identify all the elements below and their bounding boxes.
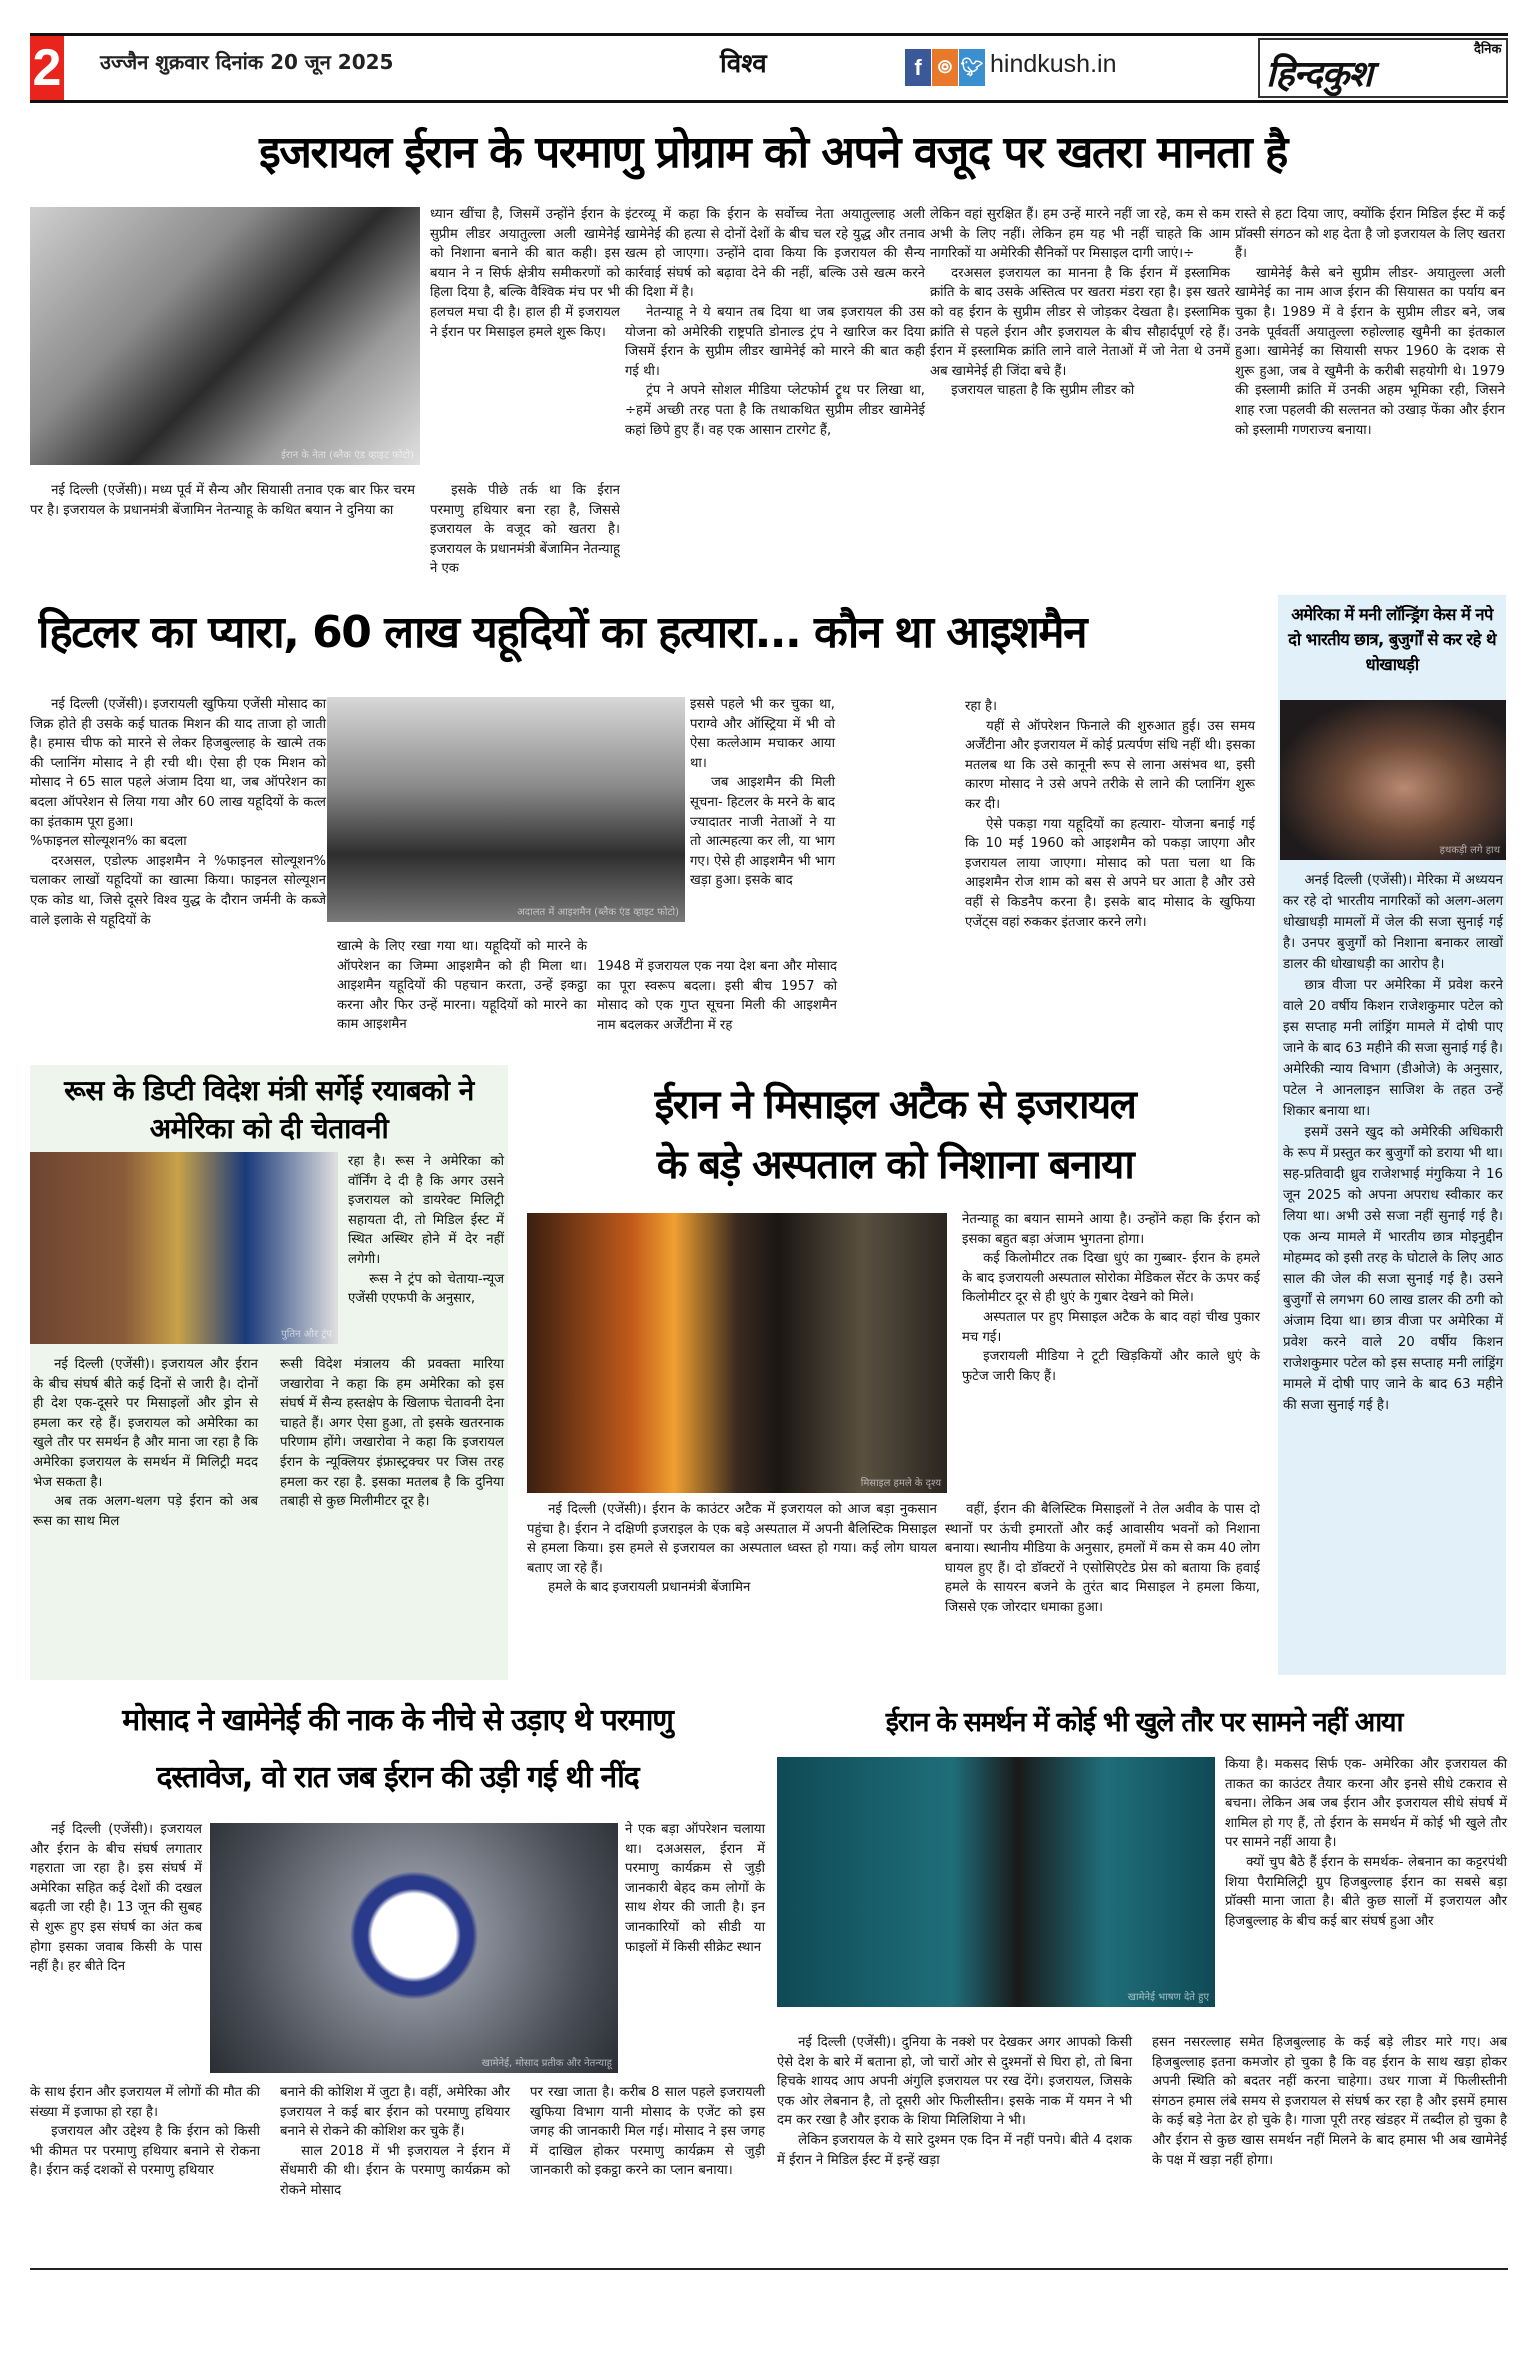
article4-right xyxy=(962,1210,1260,1386)
article2-col2 xyxy=(337,937,587,1035)
article4-right-p1: नेतन्याहू का बयान सामने आया है। उन्होंने कहा कि ईरान को इसका बहुत बड़ा अंजाम भुगतना होगा। xyxy=(962,1212,1260,1247)
article6-col1-p2: लेकिन इजरायल के ये सारे दुश्मन एक दिन में नहीं पनपे। बीते 4 दशक में ईरान ने मिडिल ईस्ट में इन्हें खड़ा xyxy=(777,2132,1132,2168)
article2-col4 xyxy=(965,697,1255,932)
article2-col4-p3: ऐसे पकड़ा गया यहूदियों का हत्यारा- योजना बनाई गई कि 10 मई 1960 को आइशमैन को पकड़ा जाएगा और इजरायल लाया जाएगा। मोसाद को पता चला था कि आइशमैन रोज शाम को बस से अपने घर आता है और उसे वहीं से किडनैप करना है। इसके बाद मोसाद के खुफिया एजेंट्स वहां रुककर इंतजार करने लगे। xyxy=(965,816,1255,930)
article1-col4-p3: इजरायल चाहता है कि सुप्रीम लीडर को xyxy=(951,383,1135,399)
article2-col3b-p: 1948 में इजरायल एक नया देश बना और मोसाद का पूरा स्वरूप बदला। इसी बीच 1957 को मोसाद को एक गुप्त सूचना मिली की आइशमैन नाम बदलकर अर्जेंटीना में रह xyxy=(597,959,837,1033)
sidebar-headline: अमेरिका में मनी लॉन्ड्रिंग केस में नपे दो भारतीय छात्र, बुजुर्गों से कर रहे थे धोखाधड़ी xyxy=(1288,605,1496,674)
article2-col4-p1: रहा है। xyxy=(965,699,998,714)
article4-col2 xyxy=(945,1500,1260,1676)
article1-col5-p2: खामेनेई कैसे बने सुप्रीम लीडर- अयातुल्ला अली खामेनेई का नाम आज ईरान की सियासत का पर्याय बन चुका है। 1989 में वे ईरान के सुप्रीम लीडर बने, जब उनके पूर्ववर्ती अयातुल्ला रुहोल्लाह खुमैनी का इंतकाल हुआ। खामेनेई का सियासी सफर 1960 के दशक से शुरू हुआ, जब वे खुमैनी के करीबी सहयोगी थे। 1979 की इस्लामी क्रांति में उनकी अहम भूमिका रही, जिसने शाह रजा पहलवी की सल्तनत को उखाड़ फेंका और ईरान को इस्लामी गणराज्य बनाया। xyxy=(1235,265,1505,438)
article3-image-alt: पुतिन और ट्रंप xyxy=(281,1329,332,1340)
article5-col3b xyxy=(530,2083,765,2181)
article6-col1 xyxy=(777,2033,1132,2170)
article4-col1-p1: नई दिल्ली (एजेंसी)। ईरान के काउंटर अटैक में इजरायल को आज बड़ा नुकसान पहुंचा है। ईरान ने दक्षिणी इजराइल के एक बड़े अस्पताल में अपनी बैलिस्टिक मिसाइल से हमला किया। इस हमले से इजरायल का अस्पताल ध्वस्त हो गया। कई लोग घायल बताए जा रहे हैं। xyxy=(527,1502,937,1576)
footer-rule xyxy=(30,2268,1508,2270)
article2-col3b xyxy=(597,957,837,1035)
article4-right-p3: अस्पताल पर हुए मिसाइल अटैक के बाद वहां चीख पुकार मच गई। xyxy=(962,1309,1260,1345)
article1-col1-p: नई दिल्ली (एजेंसी)। मध्य पूर्व में सैन्य और सियासी तनाव एक बार फिर चरम पर है। इजरायल के प्रधानमंत्री बेंजामिन नेतन्याहू के कथित बयान ने दुनिया का xyxy=(30,483,415,518)
article4-col1-p2: हमले के बाद इजरायली प्रधानमंत्री बेंजामिन xyxy=(548,1580,751,1596)
article3-col1-p1: नई दिल्ली (एजेंसी)। इजरायल और ईरान के बीच संघर्ष बीते कई दिनों से जारी है। दोनों ही देश एक-दूसरे पर मिसाइलों और ड्रोन से हमला कर रहे हैं। इजरायल को अमेरिका का खुले तौर पर समर्थन है और माना जा रहा है कि अमेरिका इजरायल के समर्थन में मिलिट्री मदद भेज सकता है। xyxy=(33,1357,258,1490)
article5-col2-p2: साल 2018 में भी इजरायल ने ईरान में सेंधमारी की थी। ईरान के परमाणु कार्यक्रम को रोकने मोसाद xyxy=(280,2143,510,2198)
article5-col3a xyxy=(625,1820,765,1957)
article2-image-alt: अदालत में आइशमैन (ब्लैक एंड व्हाइट फोटो) xyxy=(517,907,679,918)
article3-col1-p2: अब तक अलग-थलग पड़े ईरान को अब रूस का साथ मिल xyxy=(33,1494,258,1529)
article5-headline-line1: मोसाद ने खामेनेई की नाक के नीचे से उड़ाए थे परमाणु xyxy=(122,1703,673,1738)
article2-col2-p: खात्मे के लिए रखा गया था। यहूदियों को मारने के ऑपरेशन का जिम्मा आइशमैन को ही मिला था। आइशमैन यहूदियों की पहचान करता, उन्हें इकट्ठा करना और फिर उन्हें मारना। यहूदियों को मारने का काम आइशमैन xyxy=(337,939,587,1033)
article2-col3a xyxy=(690,695,835,891)
article2-image xyxy=(327,697,685,922)
article4-headline-line2: के बड़े अस्पताल को निशाना बनाया xyxy=(656,1142,1134,1188)
article6-col1-p1: नई दिल्ली (एजेंसी)। दुनिया के नक्शे पर देखकर अगर आपको किसी ऐसे देश के बारे में बताना हो, जो चारों ओर से दुश्मनों से घिरा हो, तो बिना हिचके शायद आप अपनी अंगुलि इजरायल पर रख देंगे। इजरायल, जिसके एक ओर लेबनान है, तो दूसरी ओर फिलीस्तीन। इसके नाक में यमन ने भी दम कर रखा है और इराक के शिया मिलिशिया ने भी। xyxy=(777,2035,1132,2129)
article5-col3b-p: पर रखा जाता है। करीब 8 साल पहले इजरायली खुफिया विभाग यानी मोसाद के एजेंट को इस जगह की जानकारी मिल गई। मोसाद ने इस जगह में दाखिल होकर परमाणु कार्यक्रम से जुड़ी जानकारी को इकट्ठा करने का प्लान बनाया। xyxy=(530,2085,765,2179)
article4-image-alt: मिसाइल हमले के दृश्य xyxy=(860,1478,941,1489)
article5-col1a-p: नई दिल्ली (एजेंसी)। इजरायल और ईरान के बीच संघर्ष लगातार गहराता जा रहा है। इस संघर्ष में अमेरिका सहित कई देशों की दखल बढ़ती जा रही है। 13 जून की सुबह से शुरू हुए इस संघर्ष का अंत कब होगा इसका जवाब किसी के पास नहीं है। हर बीते दिन xyxy=(30,1822,202,1975)
article5-col2 xyxy=(280,2083,510,2201)
article1-image xyxy=(30,207,420,465)
article6-right xyxy=(1225,1755,1507,1931)
sidebar-image-alt: हथकड़ी लगे हाथ xyxy=(1439,845,1500,856)
article2-col3a-p2: जब आइशमैन की मिली सूचना- हिटलर के मरने के बाद ज्यादातर नाजी नेताओं ने या तो आत्महत्या कर ली, या भाग गए। ऐसे ही आइशमैन भी भाग खड़ा हुआ। इसके बाद xyxy=(690,775,835,889)
article1-col5 xyxy=(1235,205,1505,440)
article3-col1 xyxy=(33,1355,258,1531)
article1-col2b-p: इसके पीछे तर्क था कि ईरान परमाणु हथियार बना रहा है, जिससे इजरायल के वजूद को खतरा है। इजरायल के प्रधानमंत्री बेंजामिन नेतन्याहू ने एक xyxy=(430,483,620,577)
article1-col3-p3: ट्रंप ने अपने सोशल मीडिया प्लेटफोर्म ट्रूथ पर लिखा था, ÷हमें अच्छी तरह पता है कि तथाकथित सुप्रीम लीडर खामेनेई कहां छिपे हुए हैं। वह एक आसान टारगेट हैं, xyxy=(625,383,925,438)
article3-image xyxy=(30,1152,338,1344)
article2-col1 xyxy=(30,695,326,930)
dateline: उज्जैन शुक्रवार दिनांक 20 जून 2025 xyxy=(100,50,394,74)
article5-col1b xyxy=(30,2083,260,2181)
twitter-icon[interactable]: 🐦︎ xyxy=(959,49,985,86)
article1-col5-p1: रास्ते से हटा दिया जाए, क्योंकि ईरान मिडिल ईस्ट में कई प्रॉक्सी संगठन को शह देता है जो इजरायल के लिए खतरा हैं। xyxy=(1235,207,1505,262)
article6-right-p2: क्यों चुप बैठे हैं ईरान के समर्थक- लेबनान का कट्टरपंथी शिया पैरामिलिट्री ग्रुप हिजबुल्लाह ईरान का सबसे बड़ा प्रॉक्सी माना जाता है। बीते कुछ सालों में इजरायल और हिजबुल्लाह के बीच कई बार संघर्ष हुआ और xyxy=(1225,1854,1507,1929)
facebook-icon[interactable]: f xyxy=(905,49,931,86)
page-number: 2 xyxy=(30,36,64,100)
sidebar-body xyxy=(1283,870,1503,1416)
article4-col2-p: वहीं, ईरान की बैलिस्टिक मिसाइलों ने तेल अवीव के पास दो स्थानों पर ऊंची इमारतों और कई आवासीय भवनों को निशाना बनाया। स्थानीय मीडिया के अनुसार, हमलों में कम से कम 40 लोग घायल हुए हैं। दो डॉक्टरों ने एसोसिएटेड प्रेस को बताया कि हवाई हमले के सायरन बजने के तुरंत बाद मिसाइल ने हमला किया, जिससे एक जोरदार धमाका हुआ। xyxy=(945,1502,1260,1615)
article5-col1b-p2: इजरायल और उद्देश्य है कि ईरान को किसी भी कीमत पर परमाणु हथियार बनाने से रोकना है। ईरान कई दशकों से परमाणु हथियार xyxy=(30,2124,260,2179)
article1-col4-p1: लेकिन वहां सुरक्षित हैं। हम उन्हें मारने नहीं जा रहे, कम से कम अभी के लिए नहीं। लेकिन हम यह भी नहीं चाहते कि आम नागरिकों या अमेरिकी सैनिकों पर मिसाइल दागी जाएं।÷ xyxy=(930,207,1230,262)
article6-col2 xyxy=(1152,2033,1507,2170)
article6-image-alt: खामेनेई भाषण देते हुए xyxy=(1127,1992,1209,2003)
article5-col1b-p1: के साथ ईरान और इजरायल में लोगों की मौत की संख्या में इजाफा हो रहा है। xyxy=(30,2085,260,2120)
article2-headline: हिटलर का प्यारा, 60 लाख यहूदियों का हत्यारा... कौन था आइशमैन xyxy=(38,607,1087,658)
article4-image xyxy=(527,1213,947,1493)
sidebar-image xyxy=(1280,700,1506,860)
article2-col1-subhead: %फाइनल सोल्यूशन% का बदला xyxy=(30,834,187,850)
article2-col3a-p1: इससे पहले भी कर चुका था, पराग्वे और ऑस्ट्रिया में भी वो ऐसा कत्लेआम मचाकर आया था। xyxy=(690,697,835,771)
article1-col2a-p: ध्यान खींचा है, जिसमें उन्होंने ईरान के सुप्रीम लीडर अयातुल्ला अली खामेनेई को निशाना बनाने की बात कही। इस बयान ने न सिर्फ क्षेत्रीय समीकरणों को हिला दिया है, बल्कि वैश्विक मंच पर भी हलचल मचा दी है। हाल ही में इजरायल ने ईरान पर मिसाइल हमले शुरू किए। xyxy=(430,207,620,340)
article1-col3-p2: नेतन्याहू ने ये बयान तब दिया था जब इजरायल की उस योजना को अमेरिकी राष्ट्रपति डोनाल्ड ट्रंप ने खारिज कर दिया जिसमें ईरान के सुप्रीम लीडर खामेनेई को मारने की बात कही गई थी। xyxy=(625,304,925,379)
sidebar-p1: अनई दिल्ली (एजेंसी)। मेरिका में अध्ययन कर रहे दो भारतीय नागरिकों को अलग-अलग धोखाधड़ी मामलों में जेल की सजा सुनाई गई है। उनपर बुजुर्गों को निशाना बनाकर लाखों डालर की धोखाधड़ी का आरोप है। xyxy=(1283,873,1503,972)
section-label: विश्व xyxy=(720,49,767,79)
website-link[interactable]: hindkush.in xyxy=(990,50,1117,78)
article5-col1a xyxy=(30,1820,202,1977)
article3-col2 xyxy=(280,1355,504,1512)
rss-icon[interactable]: ⦾ xyxy=(932,49,958,86)
article2-col4-p2: यहीं से ऑपरेशन फिनाले की शुरुआत हुई। उस समय अर्जेंटीना और इजरायल में कोई प्रत्यर्पण संधि नहीं थी। इसका मतलब था कि उसे कानूनी रूप से लाना असंभव था, इसी कारण मोसाद ने उसे अपने तरीके से लाने की प्लानिंग शुरू कर दी। xyxy=(965,718,1255,812)
newspaper-logo: हिन्दकुश xyxy=(1266,54,1372,95)
article6-headline: ईरान के समर्थन में कोई भी खुले तौर पर सामने नहीं आया xyxy=(885,1707,1403,1738)
article2-col1-p1: नई दिल्ली (एजेंसी)। इजरायली खुफिया एजेंसी मोसाद का जिक्र होते ही उसके कई घातक मिशन की याद ताजा हो जाती है। हमास चीफ को मारने से लेकर हिजबुल्लाह के खात्मे तक की प्लानिंग मोसाद ने ही रची थी। ऐसा ही एक मिशन को मोसाद ने 65 साल पहले अंजाम दिया था, जब ऑपरेशन का बदला ऑपरेशन से लिया गया और 60 लाख यहूदियों के कत्ल का इंतकाम पूरा हुआ। xyxy=(30,697,326,830)
article4-right-p4: इजरायली मीडिया ने टूटी खिड़कियों और काले धुएं के फुटेज जारी किए हैं। xyxy=(962,1349,1260,1384)
article1-col4 xyxy=(930,205,1230,401)
article5-image-alt: खामेनेई, मोसाद प्रतीक और नेतन्याहू xyxy=(481,2058,612,2069)
article1-col2b xyxy=(430,481,620,579)
article1-col2a xyxy=(430,205,620,342)
logo-tagline: दैनिक xyxy=(1474,42,1502,57)
article4-right-p2: कई किलोमीटर तक दिखा धुएं का गुब्बार- ईरान के हमले के बाद इजरायली अस्पताल सोरोका मेडिकल सेंटर के ऊपर कई किलोमीटर दूर से ही धुएं के गुबार देखने को मिले। xyxy=(962,1251,1260,1306)
article5-image xyxy=(210,1823,618,2073)
article6-image xyxy=(777,1757,1215,2007)
article2-col1-p2: दरअसल, एडोल्फ आइशमैन ने %फाइनल सोल्यूशन% चलाकर लाखों यहूदियों का खात्मा किया। फाइनल सोल्यूशन एक कोड था, जिसे दूसरे विश्व युद्ध के दौरान जर्मनी के कब्जे वाले इलाके से यहूदियों के xyxy=(30,853,326,928)
sidebar-p2: छात्र वीजा पर अमेरिका में प्रवेश करने वाले 20 वर्षीय किशन राजेशकुमार पटेल को इस सप्ताह मनी लांड्रिंग मामले में दोषी पाए जाने के बाद 63 महीने की सजा सुनाई गई है। अमेरिकी न्याय विभाग (डीओजे) के अनुसार, पटेल ने आनलाइन साजिश के तहत उन्हें शिकार बनाया था। xyxy=(1283,978,1503,1119)
article6-right-p1: किया है। मकसद सिर्फ एक- अमेरिका और इजरायल की ताकत का काउंटर तैयार करना और इनसे सीधे टकराव से बचना। लेकिन अब जब ईरान और इजरायल सीधे संघर्ष में शामिल हो गए हैं, तो ईरान के समर्थन में कोई भी खुले तौर पर सामने नहीं आया है। xyxy=(1225,1757,1507,1851)
article3-right-p1: रहा है। रूस ने अमेरिका को वॉर्निंग दे दी है कि अगर उसने इजरायल को डायरेक्ट मिलिट्री सहायता दी, तो मिडिल ईस्ट में स्थित अस्थिर होने में देर नहीं लगेगी। xyxy=(348,1154,504,1267)
article1-col4-p2: दरअसल इजरायल का मानना है कि ईरान में इस्लामिक क्रांति के बाद उसके अस्तित्व पर खतरा मंडरा रहा है। इस खतरे को वह ईरान के सुप्रीम लीडर से जोड़कर देखता है। इस्लामिक क्रांति से पहले ईरान और इजरायल के बीच सौहार्दपूर्ण रहे हैं। ईरान में इस्लामिक क्रांति लाने वाले नेताओं में जो नेता थे उनमें अब खामेनेई ही जिंदा बचे हैं। xyxy=(930,265,1230,379)
sidebar-p3: इसमें उसने खुद को अमेरिकी अधिकारी के रूप में प्रस्तुत कर बुजुर्गों को डराया भी था। सह-प्रतिवादी ध्रुव राजेशभाई मंगुकिया ने 16 जून 2025 को अपना अपराध स्वीकार कर लिया था। अभी उसे सजा नहीं सुनाई गई है। एक अन्य मामले में भारतीय छात्र मोइनुद्दीन मोहम्मद को इसी तरह के घोटाले के लिए आठ साल की जेल की सजा सुनाई गई है। उसने बुजुर्गों से लगभग 60 लाख डालर की ठगी को अंजाम दिया था। छात्र वीजा पर अमेरिका में प्रवेश करने वाले 20 वर्षीय किशन राजेशकुमार पटेल को इस सप्ताह मनी लांड्रिंग मामले में दोषी पाए जाने के बाद 63 महीने की सजा सुनाई गई है। xyxy=(1283,1125,1503,1413)
article1-image-alt: ईरान के नेता (ब्लैक एंड व्हाइट फोटो) xyxy=(280,450,414,461)
article1-col3 xyxy=(625,205,925,440)
article3-headline: रूस के डिप्टी विदेश मंत्री सर्गेई रयाबको ने अमेरिका को दी चेतावनी xyxy=(64,1074,474,1145)
article6-col2-p: हसन नसरल्लाह समेत हिजबुल्लाह के कई बड़े लीडर मारे गए। अब हिजबुल्लाह इतना कमजोर हो चुका है कि वह ईरान के साथ खड़ा होकर अपनी स्थिति को बदतर नहीं करना चाहेगा। उधर गाजा में फिलीस्तीनी संगठन हमास लंबे समय से इजरायल से संघर्ष कर रहा है और इसमें हमास के कई बड़े नेता ढेर हो चुके है। गाजा पूरी तरह खंडहर में तब्दील हो चुका है और ईरान से कुछ खास समर्थन नहीं मिलने के बाद हमास भी अब खामेनेई के पक्ष में खड़ा नहीं होगा। xyxy=(1152,2035,1507,2168)
article3-col2-p: रूसी विदेश मंत्रालय की प्रवक्ता मारिया जखारोवा ने कहा कि हम अमेरिका को इस संघर्ष में सैन्य हस्तक्षेप के खिलाफ चेतावनी देना चाहते हैं। अगर ऐसा हुआ, तो इसके खतरनाक परिणाम होंगे। जखारोवा ने कहा कि इजरायल ईरान के न्यूक्लियर इंफ्रास्ट्रक्चर पर जिस तरह हमला कर रहा है. इसका मतलब है कि दुनिया तबाही से कुछ मिलीमीटर दूर है। xyxy=(280,1357,504,1510)
article4-headline-line1: ईरान ने मिसाइल अटैक से इजरायल xyxy=(654,1082,1136,1128)
article4-col1 xyxy=(527,1500,937,1598)
article5-headline-line2: दस्तावेज, वो रात जब ईरान की उड़ी गई थी नींद xyxy=(156,1760,639,1795)
article5-col3a-p: ने एक बड़ा ऑपरेशन चलाया था। दअअसल, ईरान में परमाणु कार्यक्रम से जुड़ी जानकारी बेहद कम लोगों के साथ शेयर की जाती है। इन जानकारियों को सीडी या फाइलों में किसी सीक्रेट स्थान xyxy=(625,1822,765,1955)
article3-right xyxy=(348,1152,504,1309)
article1-headline: इजरायल ईरान के परमाणु प्रोग्राम को अपने वजूद पर खतरा मानता है xyxy=(259,127,1287,178)
article3-right-p2: रूस ने ट्रंप को चेताया-न्यूज एजेंसी एएफपी के अनुसार, xyxy=(348,1271,504,1307)
article1-col3-p1: इंटरव्यू में कहा कि ईरान के सर्वोच्च नेता अयातुल्लाह अली खामेनेई की हत्या से दोनों देशों के बीच चल रहे युद्ध और तनाव खत्म हो जाएगा। उन्होंने दावा किया कि इजरायल की सैन्य कार्रवाई संघर्ष को बढ़ावा देने की नहीं, बल्कि उसे खत्म करने की दिशा में है। xyxy=(625,207,925,301)
article5-col2-p1: बनाने की कोशिश में जुटा है। वहीं, अमेरिका और इजरायल ने कई बार ईरान को परमाणु हथियार बनाने से रोकने की कोशिश कर चुके हैं। xyxy=(280,2085,510,2140)
article1-col1 xyxy=(30,481,415,520)
